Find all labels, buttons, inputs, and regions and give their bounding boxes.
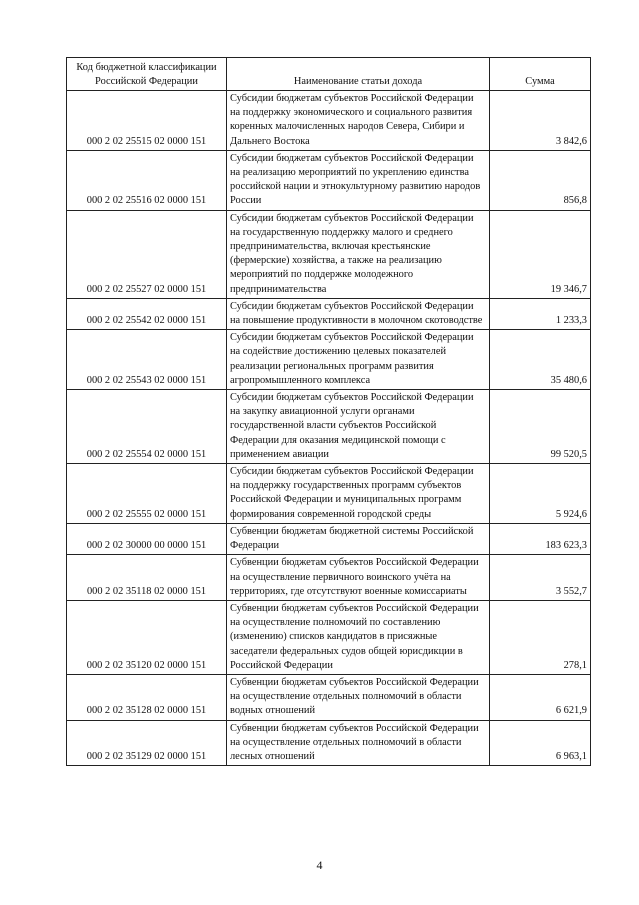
row-sum: 183 623,3 [490,523,591,554]
table-row [67,150,591,210]
table-row [67,523,591,554]
row-code: 000 2 02 25542 02 0000 151 [67,298,227,329]
row-sum: 6 621,9 [490,674,591,720]
row-sum: 856,8 [490,150,591,210]
row-sum: 3 552,7 [490,555,591,601]
row-code: 000 2 02 35120 02 0000 151 [67,600,227,674]
row-name: Субсидии бюджетам субъектов Российской Федерации на государственную поддержку малого и среднего предпринимательства, включая крестьянские (фермерские) хозяйства, а также на реализацию мероприятий по поддержке молодежного предпринимательства [227,210,490,298]
row-name: Субвенции бюджетам бюджетной системы Российской Федерации [227,523,490,554]
table-row [67,464,591,524]
table-row [67,555,591,601]
row-name: Субсидии бюджетам субъектов Российской Федерации на повышение продуктивности в молочном скотоводстве [227,298,490,329]
row-code: 000 2 02 35128 02 0000 151 [67,674,227,720]
row-sum: 5 924,6 [490,464,591,524]
row-sum: 3 842,6 [490,91,591,151]
row-code: 000 2 02 35118 02 0000 151 [67,555,227,601]
row-sum: 19 346,7 [490,210,591,298]
table-row [67,720,591,766]
row-code: 000 2 02 35129 02 0000 151 [67,720,227,766]
table-body [67,91,591,766]
row-name: Субвенции бюджетам субъектов Российской Федерации на осуществление первичного воинского учёта на территориях, где отсутствуют военные комиссариаты [227,555,490,601]
row-code: 000 2 02 25527 02 0000 151 [67,210,227,298]
table-row [67,330,591,390]
row-name: Субвенции бюджетам субъектов Российской Федерации на осуществление полномочий по составлению (изменению) списков кандидатов в присяжные заседатели федеральных судов общей юрисдикции в Российской Федерации [227,600,490,674]
table-row [67,210,591,298]
table-row [67,298,591,329]
row-name: Субсидии бюджетам субъектов Российской Федерации на реализацию мероприятий по укреплению единства российской нации и этнокультурному развитию народов России [227,150,490,210]
row-sum: 1 233,3 [490,298,591,329]
row-sum: 6 963,1 [490,720,591,766]
row-code: 000 2 02 25543 02 0000 151 [67,330,227,390]
table-row [67,600,591,674]
header-code: Код бюджетной классификации Российской Федерации [67,58,227,91]
row-code: 000 2 02 25555 02 0000 151 [67,464,227,524]
row-name: Субвенции бюджетам субъектов Российской Федерации на осуществление отдельных полномочий в области лесных отношений [227,720,490,766]
table-row [67,390,591,464]
row-name: Субсидии бюджетам субъектов Российской Федерации на закупку авиационной услуги органами государственной власти субъектов Российской Федерации для оказания медицинской помощи с применением авиации [227,390,490,464]
table-row [67,91,591,151]
row-name: Субсидии бюджетам субъектов Российской Федерации на содействие достижению целевых показателей реализации региональных программ развития агропромышленного комплекса [227,330,490,390]
table-header-row [67,58,591,91]
row-code: 000 2 02 25554 02 0000 151 [67,390,227,464]
table-row [67,674,591,720]
row-sum: 35 480,6 [490,330,591,390]
row-code: 000 2 02 25515 02 0000 151 [67,91,227,151]
row-sum: 278,1 [490,600,591,674]
row-name: Субвенции бюджетам субъектов Российской Федерации на осуществление отдельных полномочий в области водных отношений [227,674,490,720]
page-number: 4 [316,858,323,872]
row-sum: 99 520,5 [490,390,591,464]
row-name: Субсидии бюджетам субъектов Российской Федерации на поддержку экономического и социального развития коренных малочисленных народов Севера, Сибири и Дальнего Востока [227,91,490,151]
row-code: 000 2 02 25516 02 0000 151 [67,150,227,210]
row-name: Субсидии бюджетам субъектов Российской Федерации на поддержку государственных программ субъектов Российской Федерации и муниципальных программ формирования современной городской среды [227,464,490,524]
row-code: 000 2 02 30000 00 0000 151 [67,523,227,554]
header-sum: Сумма [490,58,591,91]
revenue-table [66,57,591,766]
header-name: Наименование статьи дохода [227,58,490,91]
